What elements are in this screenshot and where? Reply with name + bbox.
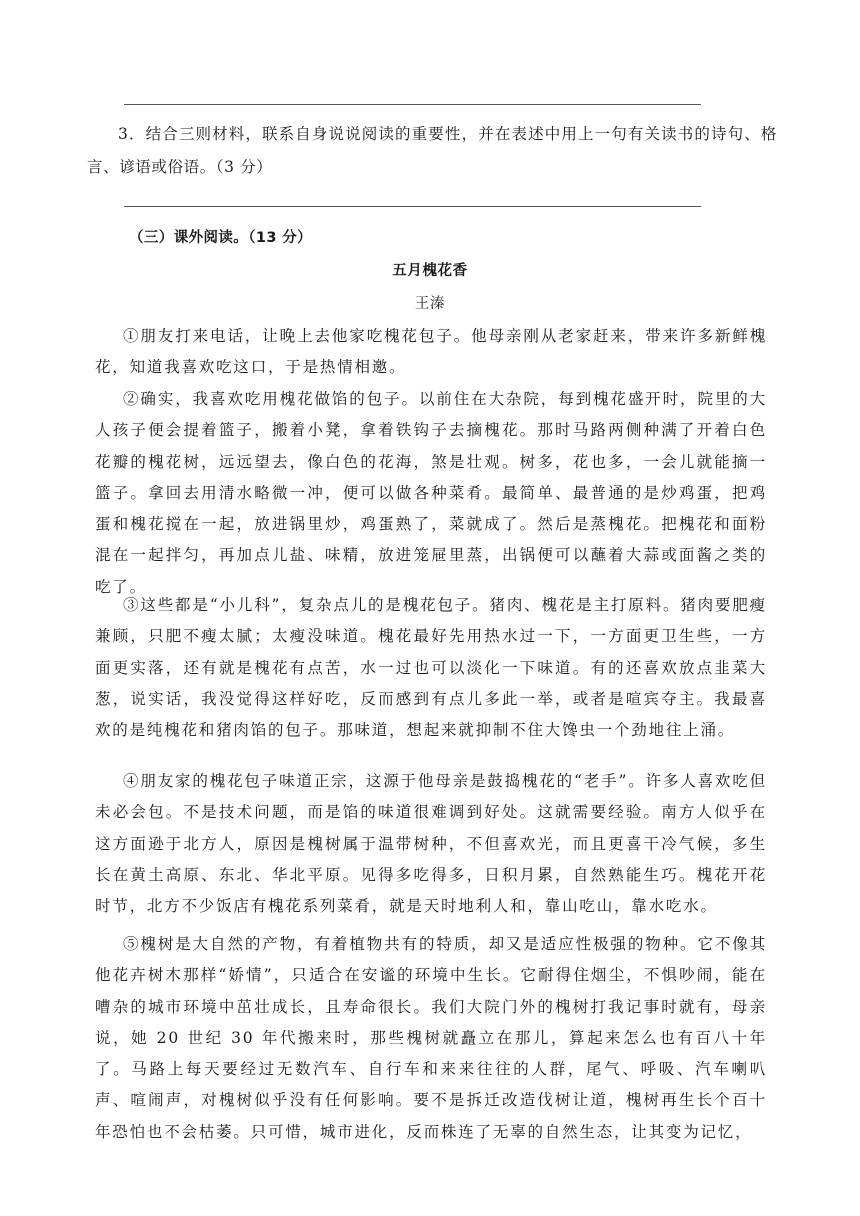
paragraph-4: ④朋友家的槐花包子味道正宗，这源于他母亲是鼓捣槐花的“老手”。许多人喜欢吃但未必会包。不是技术问题，而是馅的味道很难调到好处。这就需要经验。南方人似乎在这方面逊于北方人，原因是槐树属于温带树种，不但喜欢光，而且更喜干冷气候，多生长在黄土高原、东北、华北平原。见得多吃得多，日积月累，自然熟能生巧。槐花开花时节，北方不少饭店有槐花系列菜肴，就是天时地利人和，靠山吃山，靠水吃水。 xyxy=(95,772,767,916)
article-title: 五月槐花香 xyxy=(392,263,468,279)
question-3: 3．结合三则材料，联系自身说说阅读的重要性，并在表述中用上一句有关读书的诗句、格言、谚语或俗语。（3 分） xyxy=(87,125,777,176)
paragraph-3: ③这些都是“小儿科”，复杂点儿的是槐花包子。猪肉、槐花是主打原料。猪肉要肥瘦兼顾，只肥不瘦太腻；太瘦没味道。槐花最好先用热水过一下，一方面更卫生些，一方面更实落，还有就是槐花有点苦，水一过也可以淡化一下味道。有的还喜欢放点韭菜大葱，说实话，我没觉得这样好吃，反而感到有点儿多此一举，或者是喧宾夺主。我最喜欢的是纯槐花和猪肉馅的包子。那味道，想起来就抑制不住大馋虫一个劲地往上涌。 xyxy=(95,596,767,740)
article-author: 王溱 xyxy=(414,296,446,312)
paragraph-2: ②确实，我喜欢吃用槐花做馅的包子。以前住在大杂院，每到槐花盛开时，院里的大人孩子便会提着篮子，搬着小凳，拿着铁钩子去摘槐花。那时马路两侧种满了开着白色花瓣的槐花树，远远望去，像白色的花海，煞是壮观。树多，花也多，一会儿就能摘一篮子。拿回去用清水略微一冲，便可以做各种菜肴。最简单、最普通的是炒鸡蛋，把鸡蛋和槐花搅在一起，放进锅里炒，鸡蛋熟了，菜就成了。然后是蒸槐花。把槐花和面粉混在一起拌匀，再加点儿盐、味精，放进笼屉里蒸，出锅便可以蘸着大蒜或面酱之类的吃了。 xyxy=(95,390,767,596)
paragraph-1: ①朋友打来电话，让晚上去他家吃槐花包子。他母亲刚从老家赶来，带来许多新鲜槐花，知道我喜欢吃这口，于是热情相邀。 xyxy=(95,327,767,377)
paragraph-5: ⑤槐树是大自然的产物，有着植物共有的特质，却又是适应性极强的物种。它不像其他花卉树木那样“娇情”，只适合在安谧的环境中生长。它耐得住烟尘，不惧吵闹，能在嘈杂的城市环境中茁壮成长，且寿命很长。我们大院门外的槐树打我记事时就有，母亲说，她 20 世纪 30 年代搬来时，那些槐树就矗立在那儿，算起来怎么也有百八十年了。马路上每天要经过无数汽车、自行车和来来往往的人群，尾气、呼吸、汽车喇叭声、喧闹声，对槐树似乎没有任何影响。要不是拆迁改造伐树让道，槐树再生长个百十年恐怕也不会枯萎。只可惜，城市进化，反而株连了无辜的自然生态，让其变为记忆， xyxy=(95,935,767,1141)
answer-line[interactable] xyxy=(124,104,701,105)
section-heading: （三）课外阅读。（13 分） xyxy=(129,230,313,246)
answer-line[interactable] xyxy=(124,206,701,207)
